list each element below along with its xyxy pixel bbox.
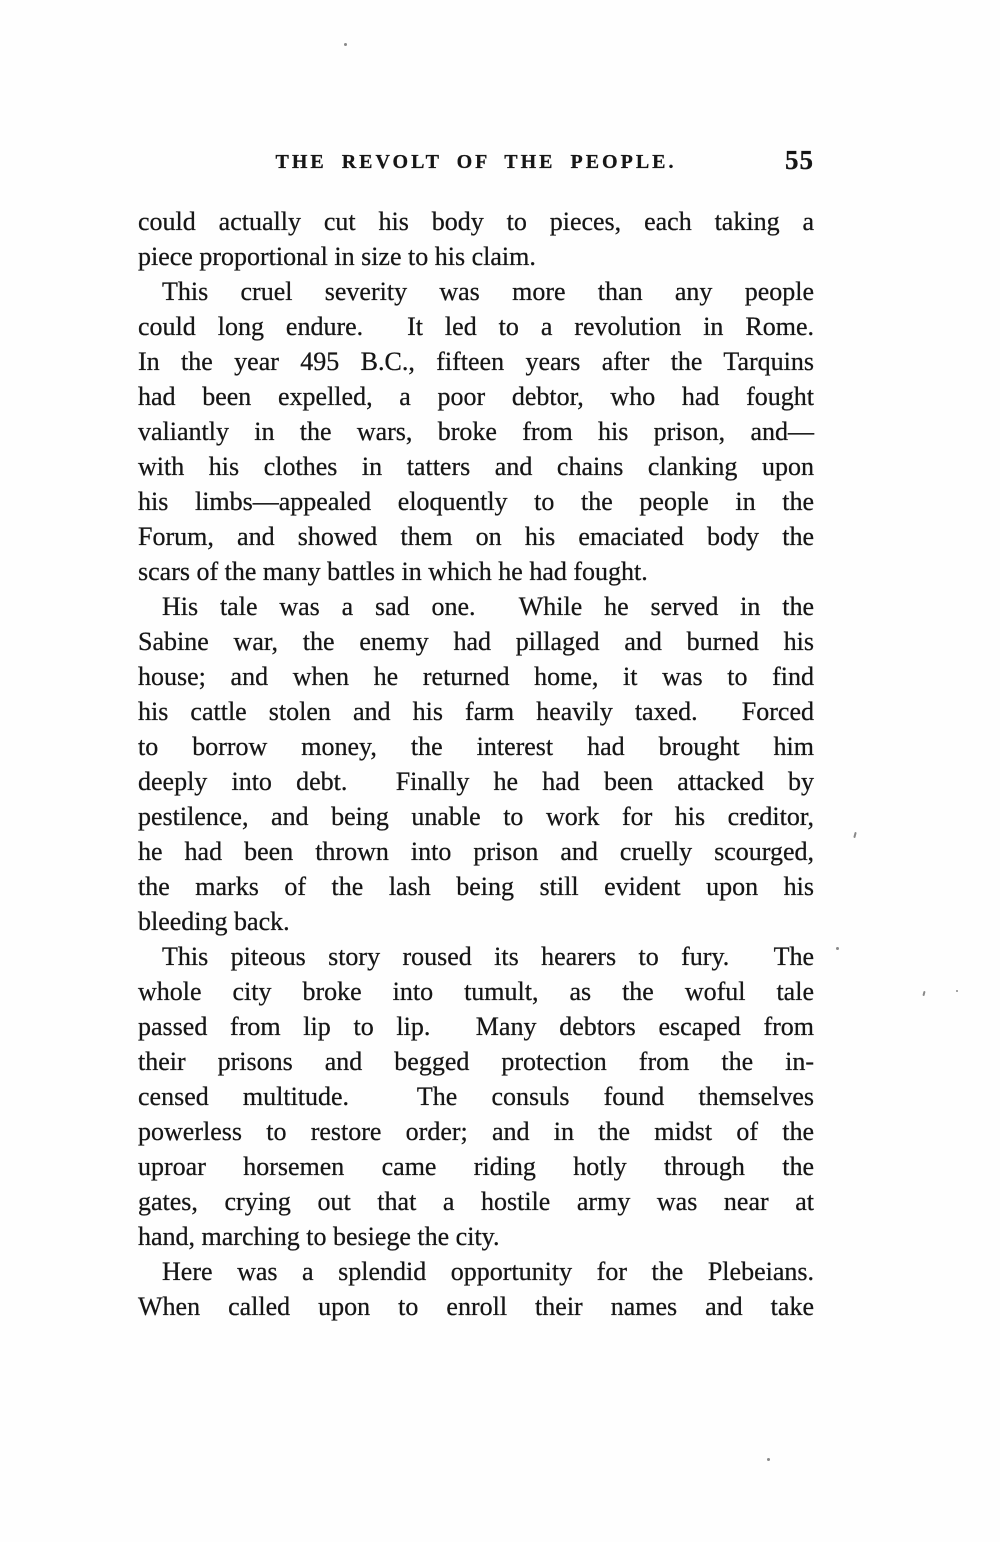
text-line: bleeding back. <box>138 907 290 936</box>
text-line: his limbs—appealed eloquently to the people in the <box>138 487 814 516</box>
text-line: uproar horsemen came riding hotly through the <box>138 1152 814 1181</box>
text-line: Here was a splendid opportunity for the Plebeians. <box>162 1257 814 1286</box>
paragraph <box>138 589 814 939</box>
text-line: In the year 495 B.C., fifteen years after the Tarquins <box>138 347 814 376</box>
scan-speck <box>922 991 925 996</box>
text-line: deeply into debt. Finally he had been attacked by <box>138 767 814 796</box>
text-line: scars of the many battles in which he had fought. <box>138 557 648 586</box>
text-line: When called upon to enroll their names and take <box>138 1292 814 1321</box>
paragraph <box>138 1254 814 1324</box>
text-line: passed from lip to lip. Many debtors escaped from <box>138 1012 814 1041</box>
scan-speck <box>344 43 347 46</box>
text-line: their prisons and begged protection from the in- <box>138 1047 814 1076</box>
scan-speck <box>853 832 856 838</box>
text-line: powerless to restore order; and in the midst of the <box>138 1117 814 1146</box>
paragraph <box>138 274 814 589</box>
text-line: gates, crying out that a hostile army was near at <box>138 1187 814 1216</box>
running-title: THE REVOLT OF THE PEOPLE. <box>275 151 677 173</box>
running-header <box>138 145 814 178</box>
text-line: to borrow money, the interest had brought him <box>138 732 814 761</box>
text-line: his cattle stolen and his farm heavily taxed. Forced <box>138 697 814 726</box>
paragraph <box>138 204 814 274</box>
text-line: pestilence, and being unable to work for his creditor, <box>138 802 814 831</box>
scan-speck <box>767 1458 770 1461</box>
page-number: 55 <box>785 145 814 175</box>
text-line: valiantly in the wars, broke from his prison, and— <box>138 417 814 446</box>
text-line: hand, marching to besiege the city. <box>138 1222 500 1251</box>
text-line: censed multitude. The consuls found themselves <box>138 1082 814 1111</box>
text-line: with his clothes in tatters and chains clanking upon <box>138 452 814 481</box>
text-line: This piteous story roused its hearers to fury. The <box>162 942 814 971</box>
text-line: Forum, and showed them on his emaciated body the <box>138 522 814 551</box>
text-line: Sabine war, the enemy had pillaged and burned his <box>138 627 814 656</box>
body-text <box>138 204 814 1324</box>
text-line: whole city broke into tumult, as the woful tale <box>138 977 814 1006</box>
text-line: could long endure. It led to a revolution in Rome. <box>138 312 814 341</box>
text-line: had been expelled, a poor debtor, who had fought <box>138 382 814 411</box>
scan-speck <box>836 947 839 950</box>
text-line: the marks of the lash being still evident upon his <box>138 872 814 901</box>
text-line: piece proportional in size to his claim. <box>138 242 536 271</box>
scan-speck <box>956 990 958 992</box>
text-line: This cruel severity was more than any people <box>162 277 814 306</box>
paragraph <box>138 939 814 1254</box>
text-line: he had been thrown into prison and cruelly scourged, <box>138 837 814 866</box>
text-line: could actually cut his body to pieces, each taking a <box>138 207 814 236</box>
text-line: house; and when he returned home, it was to find <box>138 662 814 691</box>
text-line: His tale was a sad one. While he served in the <box>162 592 814 621</box>
